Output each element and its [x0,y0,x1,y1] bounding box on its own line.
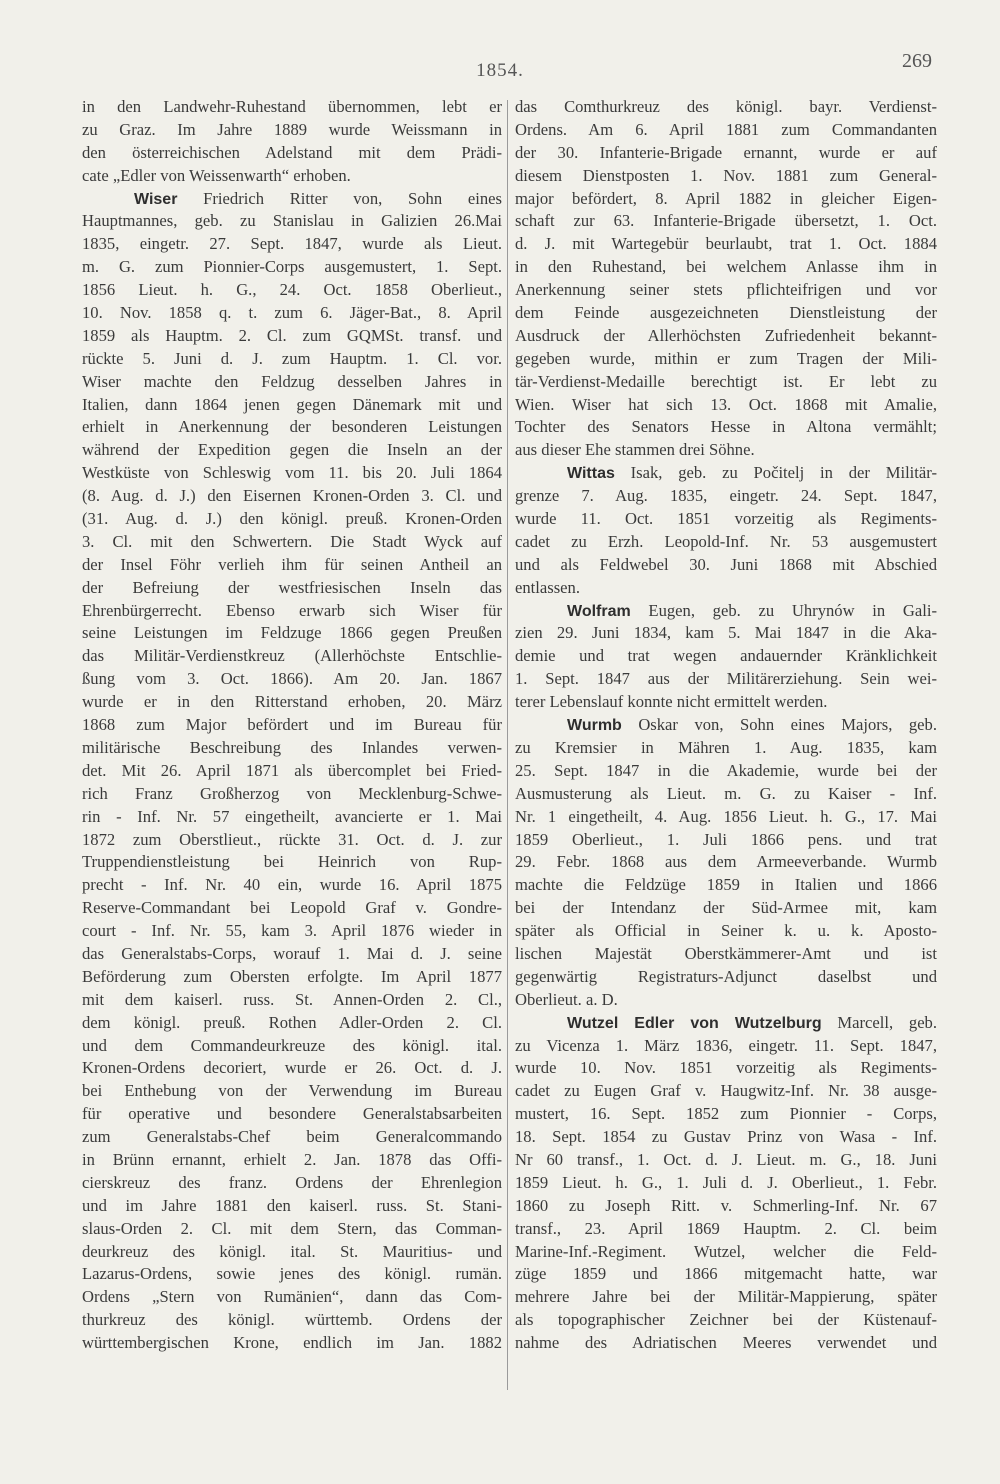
entry-name: Wolfram [567,602,631,620]
text-line [515,462,937,485]
text-line: Wiser machte den Feldzug desselben Jahres in [82,371,502,391]
text-line: Beförderung zum Obersten erfolgte. Im April 1877 [82,966,502,986]
text-line: Wien. Wiser hat sich 13. Oct. 1868 mit Amalie, [515,394,937,414]
text-line: zu Kremsier in Mähren 1. Aug. 1835, kam [515,737,937,757]
text-line: tär-Verdienst-Medaille berechtigt ist. Er lebt zu [515,371,937,391]
text-line: ßung vom 3. Oct. 1866). Am 20. Jan. 1867 [82,669,502,689]
text-line: der Insel Föhr verlieh ihm für seinen Antheil an [82,554,502,574]
text-line: 1856 Lieut. h. G., 24. Oct. 1858 Oberlieut., [82,280,502,300]
text-line: rich Franz Großherzog von Mecklenburg-Schwe- [82,783,502,803]
text-line: zu Vicenza 1. März 1836, eingetr. 11. Sept. 1847, [515,1035,937,1055]
text-line: thurkreuz des königl. württemb. Ordens der [82,1310,502,1330]
text-line: gegeben wurde, mithin er zum Tragen der Mili- [515,348,937,368]
text-line: mit dem kaiserl. russ. St. Annen-Orden 2. Cl., [82,989,502,1009]
text-line: precht - Inf. Nr. 40 ein, wurde 16. April 1875 [82,875,502,895]
text-line: lischen Majestät Oberstkämmerer-Amt und ist [515,943,937,963]
text-line: mustert, 16. Sept. 1852 zum Pionnier - Corps, [515,1104,937,1124]
text-line: in Brünn ernannt, erhielt 2. Jan. 1878 das Offi- [82,1149,502,1169]
text-line: das Militär-Verdienstkreuz (Allerhöchste Entschlie- [82,646,502,666]
text-line: 1859 Lieut. h. G., 1. Juli d. J. Oberlieut., 1. Febr. [515,1172,937,1192]
text-line: (31. Aug. d. J.) den königl. preuß. Kronen-Orden [82,509,502,529]
text-line: 1835, eingetr. 27. Sept. 1847, wurde als Lieut. [82,234,502,254]
text-line: Reserve-Commandant bei Leopold Graf v. Gondre- [82,898,502,918]
entry-name: Wittas [567,465,615,483]
column-divider [507,100,508,1390]
text-line: demie und trat wegen andauernder Kränklichkeit [515,646,937,666]
text-line: mehrere Jahre bei der Militär-Mappierung, später [515,1287,937,1307]
text-line: und im Jahre 1881 den kaiserl. russ. St. Stani- [82,1195,502,1215]
text-line: gegenwärtig Registraturs-Adjunct daselbst und [515,966,937,986]
text-line: 29. Febr. 1868 aus dem Armeeverbande. Wurmb [515,852,937,872]
text-line: 1859 als Hauptm. 2. Cl. zum GQMSt. transf. und [82,325,502,345]
left-column [82,96,502,1355]
text-line: zu Graz. Im Jahre 1889 wurde Weissmann in [82,119,502,139]
text-line: cadet zu Eugen Graf v. Haugwitz-Inf. Nr. 38 ausge- [515,1081,937,1101]
text-line [515,714,937,737]
text-line: Ordens. Am 6. April 1881 zum Commandanten [515,119,937,139]
text-line: den österreichischen Adelstand mit dem Prädi- [82,142,502,162]
text-line: 10. Nov. 1858 q. t. zum 6. Jäger-Bat., 8. April [82,303,502,323]
text-line: wurde 10. Nov. 1851 vorzeitig als Regiments- [515,1058,937,1078]
text-line: slaus-Orden 2. Cl. mit dem Stern, das Comman- [82,1218,502,1238]
running-head-year: 1854. [476,60,524,81]
text-line: d. J. mit Wartegebür beurlaubt, trat 1. Oct. 1884 [515,234,937,254]
text-line: Oberlieut. a. D. [515,989,618,1009]
text-line: dem Feinde ausgezeichneten Dienstleistung der [515,303,937,323]
text-line: erhielt in Anerkennung der besonderen Leistungen [82,417,502,437]
text-line: 1860 zu Joseph Ritt. v. Schmerling-Inf. Nr. 67 [515,1195,937,1215]
text-line: als topographischer Zeichner bei der Küstenauf- [515,1310,937,1330]
text-line: Marine-Inf.-Regiment. Wutzel, welcher die Feld- [515,1241,937,1261]
page-number: 269 [902,50,932,72]
text-line: Nr 60 transf., 1. Oct. d. J. Lieut. m. G., 18. Juni [515,1149,937,1169]
text-line [515,600,937,623]
text-line: 18. Sept. 1854 zu Gustav Prinz von Wasa - Inf. [515,1127,937,1147]
text-line: 25. Sept. 1847 in die Akademie, wurde bei der [515,760,937,780]
text-line: (8. Aug. d. J.) den Eisernen Kronen-Orden 3. Cl. und [82,486,502,506]
text-line: dem königl. preuß. Rothen Adler-Orden 2. Cl. [82,1012,502,1032]
text-line: aus dieser Ehe stammen drei Söhne. [515,440,755,460]
text-line: und dem Commandeurkreuze des königl. ital. [82,1035,502,1055]
text-line: wurde er in den Ritterstand erhoben, 20. März [82,692,502,712]
entry-text: Marcell, geb. [821,1012,937,1032]
text-line: in den Landwehr-Ruhestand übernommen, lebt er [82,97,502,116]
text-line: rin - Inf. Nr. 57 eingetheilt, avancierte er 1. Mai [82,806,502,826]
text-line: 1868 zum Major befördert und im Bureau für [82,715,502,735]
text-line: deurkreuz des königl. ital. St. Mauritius- und [82,1241,502,1261]
text-line: diesem Dienstposten 1. Nov. 1881 zum General- [515,165,937,185]
text-line: m. G. zum Pionnier-Corps ausgemustert, 1. Sept. [82,257,502,277]
entry-text: Eugen, geb. zu Uhrynów in Gali- [630,600,937,620]
text-line: machte die Feldzüge 1859 in Italien und 1866 [515,875,937,895]
text-line: das Generalstabs-Corps, worauf 1. Mai d. J. seine [82,943,502,963]
text-line: zien 29. Juni 1834, kam 5. Mai 1847 in die Aka- [515,623,937,643]
text-line: der 30. Infanterie-Brigade ernannt, wurde er auf [515,142,937,162]
right-column [515,96,937,1355]
text-line: Lazarus-Ordens, sowie jenes des königl. rumän. [82,1264,502,1284]
text-line: grenze 7. Aug. 1835, eingetr. 24. Sept. 1847, [515,486,937,506]
entry-name: Wurmb [567,717,622,735]
text-line: für operative und besondere Generalstabsarbeiten [82,1104,502,1124]
text-line: Ausmusterung als Lieut. m. G. zu Kaiser - Inf. [515,783,937,803]
text-line: rückte 5. Juni d. J. zum Hauptm. 1. Cl. vor. [82,348,502,368]
text-line: bei der Intendanz der Süd-Armee mit, kam [515,898,937,918]
text-line: Kronen-Ordens decoriert, wurde er 26. Oct. d. J. [82,1058,502,1078]
entry-text: Oskar von, Sohn eines Majors, geb. [621,715,937,735]
text-line: Nr. 1 eingetheilt, 4. Aug. 1856 Lieut. h. G., 17. Mai [515,806,937,826]
text-line: Anerkennung seiner stets pflichteifrigen und vor [515,280,937,300]
text-line: 1. Sept. 1847 aus der Militärerziehung. Sein wei- [515,669,937,689]
text-line: transf., 23. April 1869 Hauptm. 2. Cl. beim [515,1218,937,1238]
entry-text: Friedrich Ritter von, Sohn eines [177,188,502,208]
text-line: terer Lebenslauf konnte nicht ermittelt werden. [515,692,828,712]
text-line: Ausdruck der Allerhöchsten Zufriedenheit bekannt- [515,325,937,345]
text-line: und als Feldwebel 30. Juni 1868 mit Abschied [515,554,937,574]
entry-text: Isak, geb. zu Počitelj in der Militär- [614,463,937,483]
text-line: Ordens „Stern von Rumänien“, dann das Com- [82,1287,502,1307]
text-line: seine Leistungen im Feldzuge 1866 gegen Preußen [82,623,502,643]
text-line: schaft zur 63. Infanterie-Brigade übersetzt, 1. Oct. [515,211,937,231]
text-line: wurde 11. Oct. 1851 vorzeitig als Regiments- [515,509,937,529]
text-line: 3. Cl. mit den Schwertern. Die Stadt Wyck auf [82,531,502,551]
text-line [82,188,502,211]
text-line: Hauptmannes, geb. zu Stanislau in Galizien 26.Mai [82,211,502,231]
text-line: das Comthurkreuz des königl. bayr. Verdienst- [515,97,937,116]
text-line: Westküste von Schleswig vom 11. bis 20. Juli 1864 [82,463,502,483]
text-line: cadet zu Erzh. Leopold-Inf. Nr. 53 ausgemustert [515,531,937,551]
text-line: später als Official in Seiner k. u. k. Aposto- [515,921,937,941]
text-line: württembergischen Krone, endlich im Jan. 1882 [82,1333,502,1353]
text-line: züge 1859 und 1866 mitgemacht hatte, war [515,1264,937,1284]
text-line: 1872 zum Oberstlieut., rückte 31. Oct. d. J. zur [82,829,502,849]
text-line: entlassen. [515,577,580,597]
text-line: nahme des Adriatischen Meeres verwendet und [515,1333,937,1353]
text-line: der Befreiung der westfriesischen Inseln das [82,577,502,597]
text-line: cierskreuz des franz. Ordens der Ehrenlegion [82,1172,502,1192]
text-line: Tochter des Senators Hesse in Altona vermählt; [515,417,937,437]
text-line: Truppendienstleistung bei Heinrich von Rup- [82,852,502,872]
entry-name: Wutzel Edler von Wutzelburg [567,1014,822,1032]
text-line [515,1012,937,1035]
text-line: det. Mit 26. April 1871 als übercomplet bei Fried- [82,760,502,780]
text-line: court - Inf. Nr. 55, kam 3. April 1876 wieder in [82,921,502,941]
text-line: major befördert, 8. April 1882 in gleicher Eigen- [515,188,937,208]
text-line: während der Expedition gegen die Inseln an der [82,440,502,460]
text-line: Italien, dann 1864 jenen gegen Dänemark mit und [82,394,502,414]
text-line: in den Ruhestand, bei welchem Anlasse ihm in [515,257,937,277]
text-line: zum Generalstabs-Chef beim Generalcommando [82,1127,502,1147]
text-line: bei Enthebung von der Verwendung im Bureau [82,1081,502,1101]
text-line: 1859 Oberlieut., 1. Juli 1866 pens. und trat [515,829,937,849]
text-line: militärische Beschreibung des Inlandes verwen- [82,737,502,757]
entry-name: Wiser [134,190,178,208]
text-line: Ehrenbürgerrecht. Ebenso erwarb sich Wiser für [82,600,502,620]
text-line: cate „Edler von Weissenwarth“ erhoben. [82,165,351,185]
